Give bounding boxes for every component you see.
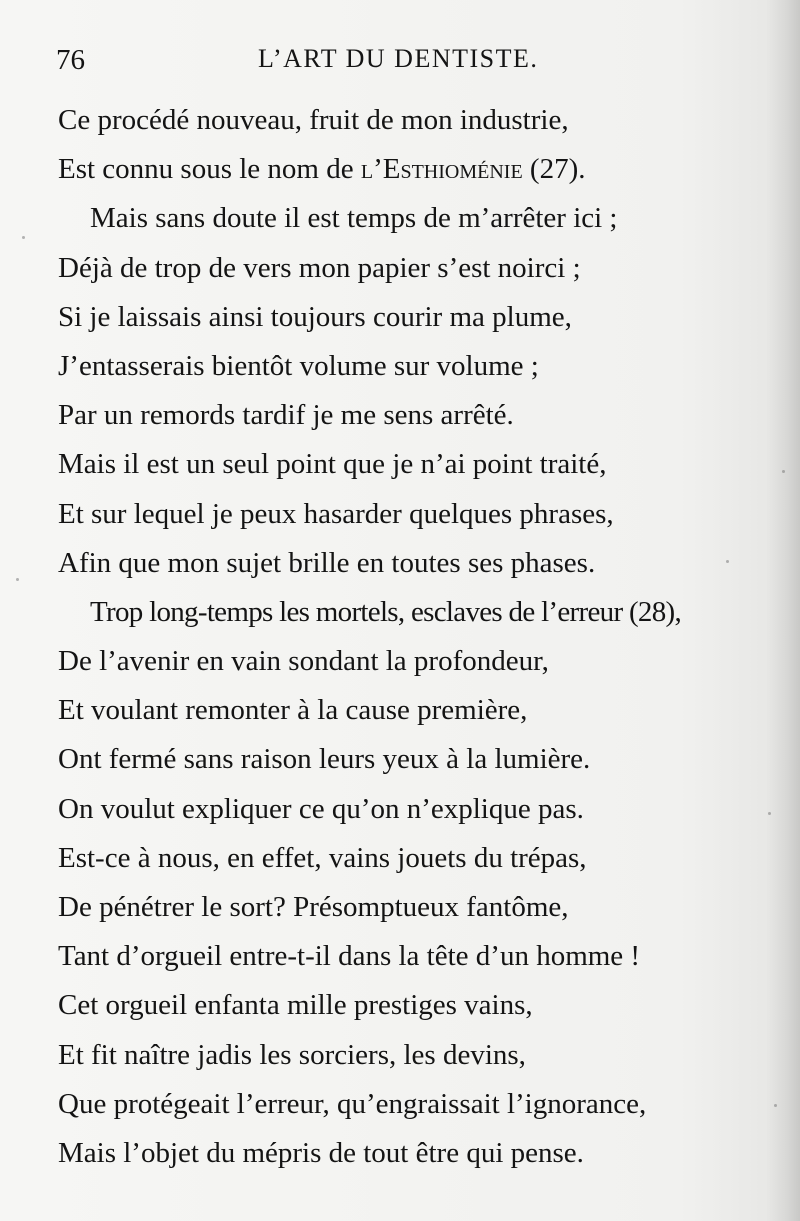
verse-line: Trop long-temps les mortels, esclaves de l’erreur (28), bbox=[90, 595, 682, 628]
verse-line: Et fit naître jadis les sorciers, les devins, bbox=[58, 1038, 526, 1071]
running-title: L’ART DU DENTISTE. bbox=[258, 44, 539, 73]
verse-line: Cet orgueil enfanta mille prestiges vains, bbox=[58, 989, 533, 1022]
paper-speck bbox=[16, 578, 19, 581]
poem-text bbox=[58, 96, 788, 1178]
paper-speck bbox=[22, 236, 25, 239]
verse-line: Afin que mon sujet brille en toutes ses phases. bbox=[58, 546, 596, 579]
verse-line: De l’avenir en vain sondant la profondeur, bbox=[58, 645, 549, 678]
verse-line: Par un remords tardif je me sens arrêté. bbox=[58, 399, 514, 432]
verse-line: De pénétrer le sort? Présomptueux fantôme, bbox=[58, 891, 569, 923]
verse-line: On voulut expliquer ce qu’on n’explique pas. bbox=[58, 792, 584, 825]
verse-line: Déjà de trop de vers mon papier s’est noirci ; bbox=[58, 251, 581, 284]
verse-line: J’entasserais bientôt volume sur volume ; bbox=[58, 349, 539, 382]
verse-line: Et sur lequel je peux hasarder quelques phrases, bbox=[58, 497, 614, 530]
verse-line: Que protégeait l’erreur, qu’engraissait l’ignorance, bbox=[58, 1087, 647, 1120]
small-caps-term: l’Esthioménie bbox=[360, 153, 523, 186]
verse-line: Est connu sous le nom de l’Esthioménie (27). bbox=[58, 153, 586, 186]
verse-line: Mais sans doute il est temps de m’arrêter ici ; bbox=[90, 202, 618, 235]
page-header bbox=[50, 44, 750, 84]
paper-speck bbox=[768, 812, 771, 815]
verse-line: Mais il est un seul point que je n’ai point traité, bbox=[58, 448, 607, 481]
paper-speck bbox=[782, 470, 785, 473]
verse-line: Si je laissais ainsi toujours courir ma plume, bbox=[58, 300, 572, 333]
verse-line: Tant d’orgueil entre-t-il dans la tête d’un homme ! bbox=[58, 940, 641, 973]
verse-line: Et voulant remonter à la cause première, bbox=[58, 694, 528, 727]
verse-line: Ont fermé sans raison leurs yeux à la lumière. bbox=[58, 743, 591, 776]
verse-line: Est-ce à nous, en effet, vains jouets du trépas, bbox=[58, 841, 587, 874]
verse-line: Ce procédé nouveau, fruit de mon industrie, bbox=[58, 104, 569, 136]
page-number: 76 bbox=[56, 44, 85, 76]
paper-speck bbox=[726, 560, 729, 563]
verse-line: Mais l’objet du mépris de tout être qui pense. bbox=[58, 1136, 584, 1169]
paper-speck bbox=[774, 1104, 777, 1107]
